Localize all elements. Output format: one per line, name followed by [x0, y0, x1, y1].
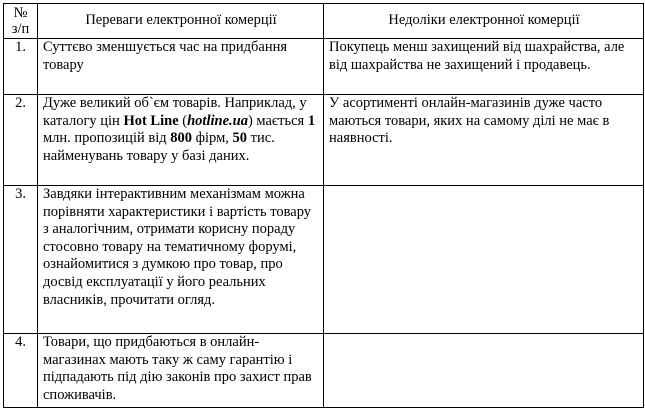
row-num: 4.	[4, 334, 38, 408]
header-disadvantages: Недоліки електронної комерції	[324, 4, 644, 39]
number-offers: 1	[307, 112, 316, 129]
table-row	[4, 95, 644, 186]
advantage-cell: Завдяки інтерактивним механізмам можна порівняти характеристики і вартість товару з аналогічним, отримати корисну пораду стосовно товару на тематичному форумі, ознайомитися з думкою про товар, про досвід експлуатації у його реальних власників, прочитати огляд.	[38, 186, 324, 334]
row-num: 1.	[4, 39, 38, 95]
table-row	[4, 186, 644, 334]
advantage-text: ) мається	[247, 112, 308, 129]
advantage-cell: Товари, що придбаються в онлайн-магазинах мають таку ж саму гарантію і підпадають під дію законів про захист прав споживачів.	[38, 334, 324, 408]
disadvantage-cell	[324, 334, 644, 408]
advantage-text: млн. пропозицій від	[43, 130, 171, 147]
disadvantage-cell: У асортименті онлайн-магазинів дуже часто маються товари, яких на самому ділі не має в наявності.	[324, 95, 644, 186]
advantage-text: фірм,	[191, 130, 233, 147]
brand-name: Hot Line	[123, 112, 179, 129]
header-advantages: Переваги електронної комерції	[38, 4, 324, 39]
header-num-line1: №	[13, 5, 28, 21]
header-num	[4, 4, 38, 39]
header-row	[4, 4, 644, 39]
table-row	[4, 334, 644, 408]
advantage-text: тис. найменувань товару у базі даних.	[43, 130, 275, 164]
header-num-line2: з/п	[11, 21, 30, 37]
site-name: hotline.ua	[187, 112, 248, 129]
disadvantage-cell: Покупець менш захищений від шахрайства, але від шахрайства не захищений і продавець.	[324, 39, 644, 95]
table-row	[4, 39, 644, 95]
ecommerce-table	[3, 3, 644, 408]
advantage-text: Дуже великий об`єм товарів. Наприклад, у каталогу цін	[43, 95, 307, 129]
number-firms: 800	[170, 130, 192, 147]
advantage-cell	[38, 95, 324, 186]
row-num: 2.	[4, 95, 38, 186]
disadvantage-cell	[324, 186, 644, 334]
number-items: 50	[232, 130, 247, 147]
advantage-cell: Суттєво зменшується час на придбання товару	[38, 39, 324, 95]
advantage-text: (	[178, 112, 188, 129]
row-num: 3.	[4, 186, 38, 334]
